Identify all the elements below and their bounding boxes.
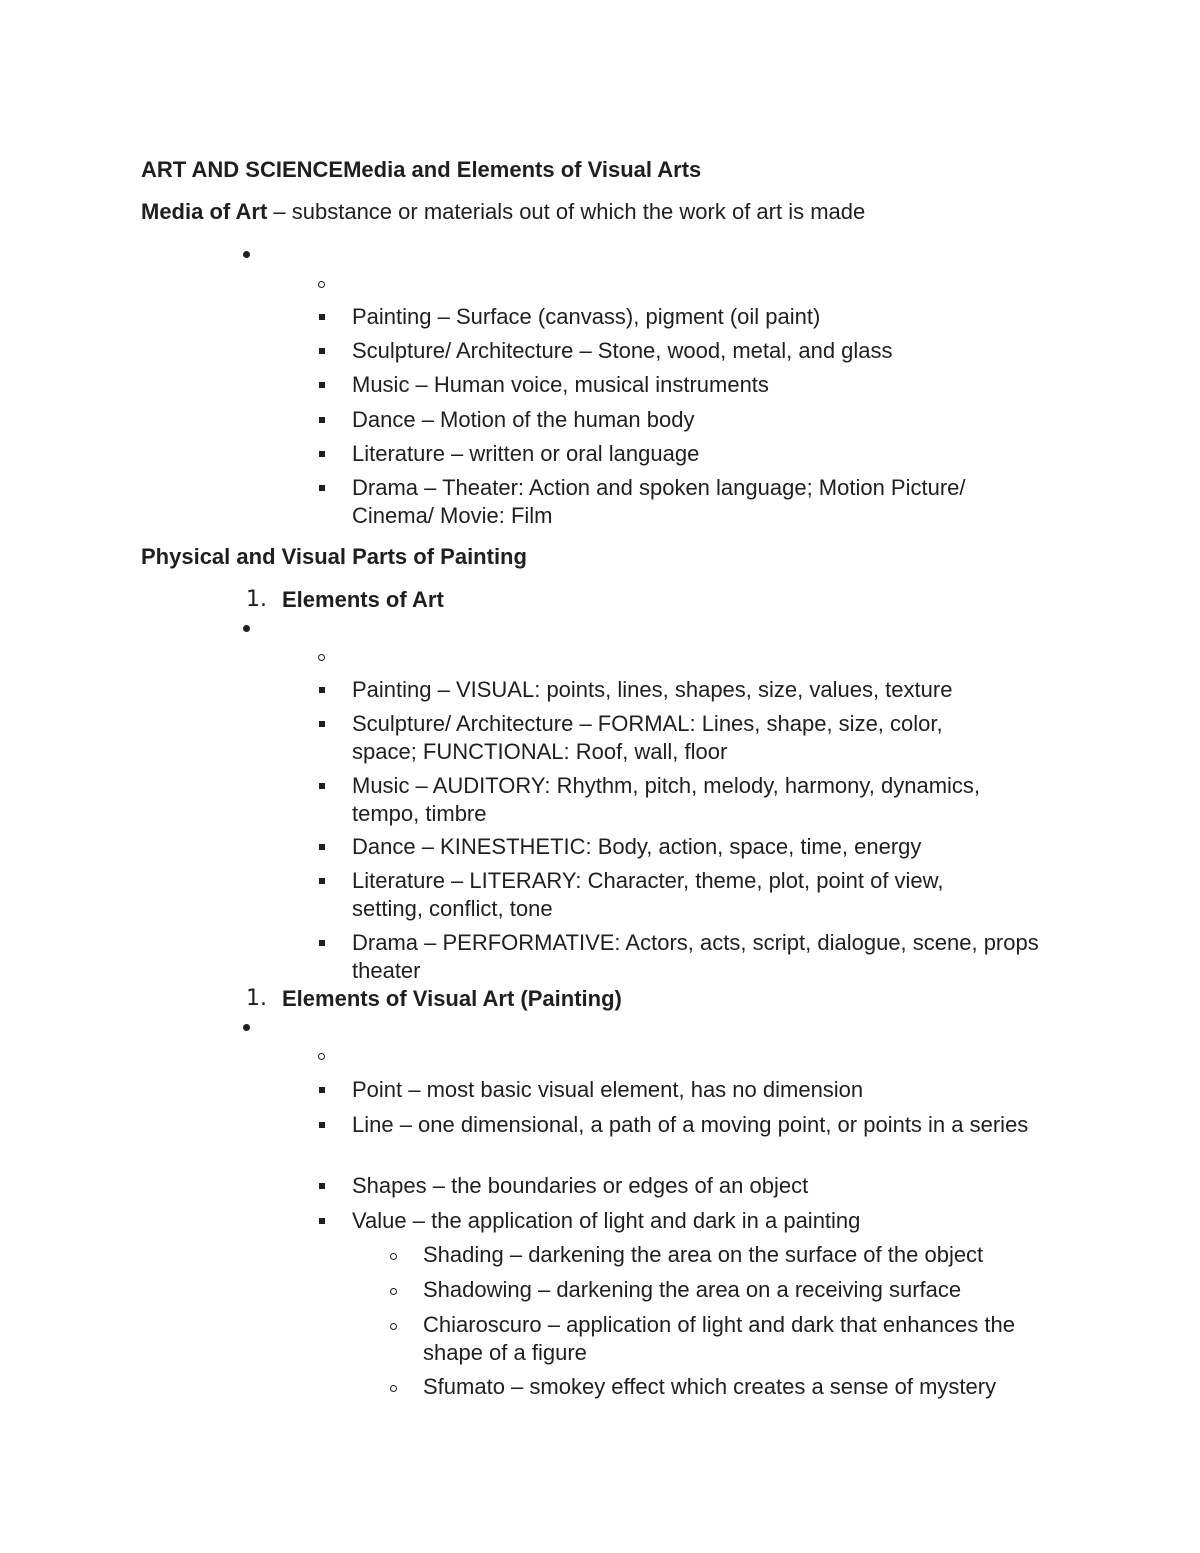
bullet-square-icon (319, 940, 325, 946)
visual-element-item: Shapes – the boundaries or edges of an object (352, 1173, 809, 1198)
value-subitem: Shading – darkening the area on the surface of the object (423, 1242, 984, 1267)
bullet-square-icon (319, 451, 325, 457)
bullet-square-icon (319, 1218, 325, 1224)
bullet-square-icon (319, 314, 325, 320)
media-item: Literature – written or oral language (352, 441, 700, 466)
bullet-square-icon (319, 687, 325, 693)
elements-item: Sculpture/ Architecture – FORMAL: Lines, shape, size, color, space; FUNCTIONAL: Roof, wall, floor (352, 711, 943, 764)
bullet-circle-icon (318, 281, 325, 288)
bullet-circle-icon (390, 1385, 397, 1392)
bullet-square-icon (319, 1087, 325, 1093)
bullet-square-icon (319, 485, 325, 491)
bullet-square-icon (319, 721, 325, 727)
bullet-square-icon (319, 382, 325, 388)
bullet-circle-icon (390, 1253, 397, 1260)
value-subitem: Shadowing – darkening the area on a receiving surface (423, 1277, 962, 1302)
bullet-square-icon (319, 783, 325, 789)
visual-element-item: Line – one dimensional, a path of a moving point, or points in a series (352, 1112, 1029, 1137)
bullet-square-icon (319, 878, 325, 884)
elements-item: Painting – VISUAL: points, lines, shapes, size, values, texture (352, 677, 953, 702)
value-subitem: Sfumato – smokey effect which creates a sense of mystery (423, 1374, 997, 1399)
bullet-dot-icon (243, 251, 250, 258)
media-item: Dance – Motion of the human body (352, 407, 695, 432)
visual-element-item: Point – most basic visual element, has no dimension (352, 1077, 864, 1102)
bullet-square-icon (319, 348, 325, 354)
media-item: Drama – Theater: Action and spoken language; Motion Picture/ Cinema/ Movie: Film (352, 475, 966, 528)
list-number: 1. (246, 986, 267, 1011)
media-of-art-paragraph (141, 198, 865, 226)
visual-element-item: Value – the application of light and dark in a painting (352, 1208, 861, 1233)
value-subitem: Chiaroscuro – application of light and dark that enhances the shape of a figure (423, 1312, 1015, 1365)
list-number: 1. (246, 587, 267, 612)
document-title: ART AND SCIENCEMedia and Elements of Visual Arts (141, 157, 702, 182)
media-item: Painting – Surface (canvass), pigment (oil paint) (352, 304, 821, 329)
bullet-circle-icon (318, 654, 325, 661)
section-heading: Physical and Visual Parts of Painting (141, 544, 527, 569)
media-item: Sculpture/ Architecture – Stone, wood, metal, and glass (352, 338, 893, 363)
bullet-circle-icon (390, 1288, 397, 1295)
bullet-circle-icon (318, 1053, 325, 1060)
elements-item: Literature – LITERARY: Character, theme, plot, point of view, setting, conflict, tone (352, 868, 944, 921)
bullet-square-icon (319, 1122, 325, 1128)
elements-item: Music – AUDITORY: Rhythm, pitch, melody, harmony, dynamics, tempo, timbre (352, 773, 981, 826)
media-of-art-definition: – substance or materials out of which the work of art is made (267, 199, 866, 224)
list-heading: Elements of Art (282, 587, 444, 612)
bullet-square-icon (319, 417, 325, 423)
media-item: Music – Human voice, musical instruments (352, 372, 769, 397)
bullet-dot-icon (243, 625, 250, 632)
elements-item: Drama – PERFORMATIVE: Actors, acts, script, dialogue, scene, props theater (352, 930, 1039, 983)
bullet-circle-icon (390, 1323, 397, 1330)
bullet-square-icon (319, 844, 325, 850)
list-heading: Elements of Visual Art (Painting) (282, 986, 622, 1011)
bullet-square-icon (319, 1183, 325, 1189)
media-of-art-term: Media of Art (141, 199, 268, 224)
bullet-dot-icon (243, 1024, 250, 1031)
elements-item: Dance – KINESTHETIC: Body, action, space, time, energy (352, 834, 922, 859)
